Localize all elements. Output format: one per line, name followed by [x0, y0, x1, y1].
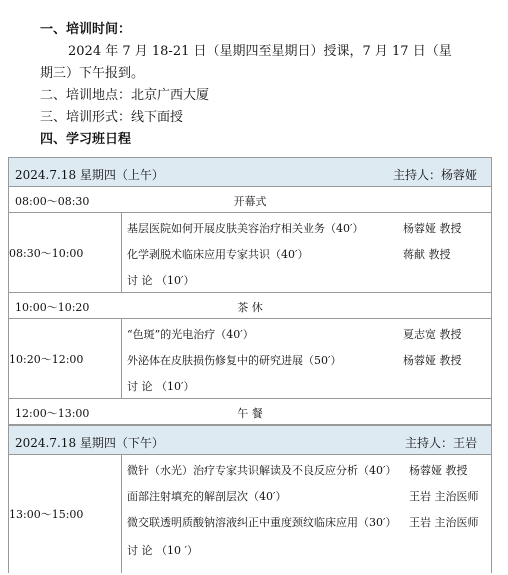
pm-session-header	[9, 425, 491, 455]
tea-break-time: 10:00～10:20	[15, 301, 90, 314]
time-cell	[9, 319, 122, 398]
session-block-1	[9, 213, 491, 293]
pm-session-host: 主持人：王岩	[404, 436, 477, 450]
am-session-header	[9, 157, 491, 187]
session-block-3	[9, 455, 491, 573]
time-cell	[9, 455, 122, 573]
lecture-title: 微交联透明质酸钠溶液纠正中重度颈纹临床应用（30′）	[127, 516, 397, 529]
block2-time: 10:20～12:00	[9, 352, 84, 366]
discussion-label: 讨 论 （10 ′）	[127, 544, 198, 557]
lunch-label: 午 餐	[237, 407, 263, 420]
opening-time: 08:00～08:30	[15, 195, 90, 208]
lecture-title: “色斑”的光电治疗（40′）	[127, 328, 254, 341]
lunch-row	[9, 399, 491, 425]
lecture-title: 基层医院如何开展皮肤美容治疗相关业务（40′）	[127, 222, 364, 235]
opening-row	[9, 187, 491, 213]
block3-time: 13:00～15:00	[9, 508, 84, 521]
tea-break-row	[9, 293, 491, 319]
lecture-speaker: 杨蓉娅 教授	[403, 354, 462, 367]
lecture-speaker: 蒋献 教授	[403, 248, 451, 261]
lecture-title: 外泌体在皮肤损伤修复中的研究进展（50′）	[127, 354, 342, 367]
am-session-date: 2024.7.18 星期四（上午）	[15, 168, 164, 182]
lecture-speaker: 王岩 主治医师	[409, 516, 479, 529]
heading-training-time: 一、培训时间：	[40, 22, 132, 37]
lecture-title: 面部注射填充的解剖层次（40′）	[127, 490, 287, 503]
pm-session-date: 2024.7.18 星期四（下午）	[15, 436, 164, 450]
discussion-label: 讨 论 （10′）	[127, 380, 195, 393]
tea-break-label: 茶 休	[237, 301, 263, 314]
opening-label: 开幕式	[233, 195, 267, 208]
session-block-2	[9, 319, 491, 399]
discussion-label: 讨 论 （10′）	[127, 274, 195, 287]
time-cell	[9, 213, 122, 292]
lecture-speaker: 夏志宽 教授	[403, 328, 462, 341]
lecture-speaker: 王岩 主治医师	[409, 490, 479, 503]
block1-time: 08:30～10:00	[9, 246, 84, 260]
training-time-line1: 2024 年 7 月 18-21 日（星期四至星期日）授课，7 月 17 日（星	[68, 44, 452, 59]
lunch-time: 12:00～13:00	[15, 407, 90, 420]
am-session-host: 主持人：杨蓉娅	[392, 168, 477, 182]
heading-training-location: 二、培训地点：北京广西大厦	[40, 88, 210, 103]
training-time-line2: 期三）下午报到。	[40, 66, 145, 81]
schedule-table	[8, 157, 492, 573]
lecture-speaker: 杨蓉娅 教授	[409, 464, 468, 477]
lecture-title: 微针（水光）治疗专家共识解读及不良反应分析（40′）	[127, 464, 397, 477]
heading-schedule: 四、学习班日程	[40, 132, 132, 147]
lecture-title: 化学剥脱术临床应用专家共识（40′）	[127, 248, 309, 261]
heading-training-format: 三、培训形式：线下面授	[40, 110, 184, 125]
lecture-speaker: 杨蓉娅 教授	[403, 222, 462, 235]
